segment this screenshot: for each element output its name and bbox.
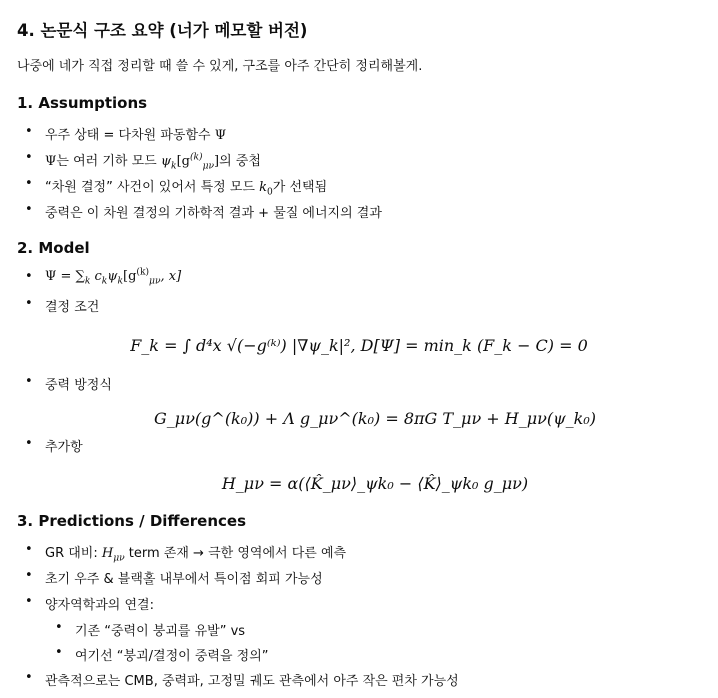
prediction-text: GR 대비:: [45, 546, 102, 561]
math-psi: Ψ: [214, 128, 227, 143]
predictions-heading: 3. Predictions / Differences: [17, 512, 246, 530]
prediction-subtext: 기존 “중력이 붕괴를 유발” vs: [75, 624, 246, 639]
math-wavefunction: $\Psi = \sum_k$ $c_k\psi_k[g^{(k)}_{\mu\nu}$, x]: [45, 267, 182, 287]
list-item: [25, 374, 112, 393]
list-item: [25, 124, 226, 143]
assumption-text: 중력은 이 차원 결정의 기하학적 결과 + 물질 에너지의 결과: [45, 206, 382, 221]
list-item: [25, 670, 459, 689]
assumption-text: 는 여러 기하 모드: [56, 154, 161, 169]
model-text: 중력 방정식: [45, 378, 112, 393]
model-text: 결정 조건: [45, 300, 100, 315]
assumption-text: 가 선택됨: [272, 180, 328, 195]
list-item: [25, 296, 99, 315]
equation-decision-condition: F_k = ∫ d⁴x √(−g⁽ᵏ⁾) |∇ψ_k|², D[Ψ] = min_k (F_k − C) = 0: [130, 336, 588, 355]
nested-list-item: [55, 620, 245, 639]
math-h-munu: $H_{\mu\nu}$: [101, 546, 125, 564]
prediction-text: term 존재 → 극한 영역에서 다른 예측: [124, 546, 347, 561]
assumption-text: “차원 결정” 사건이 있어서 특정 모드: [45, 180, 260, 195]
equation-additional-term: H_μν = α(⟨K̂_μν⟩_ψk₀ − ⟨K̂⟩_ψk₀ g_μν): [221, 474, 529, 493]
nested-list-item: [55, 645, 269, 664]
math-psi: Ψ: [45, 154, 57, 169]
prediction-subtext: 여기선 “붕괴/결정이 중력을 정의”: [75, 649, 269, 664]
list-item: [25, 267, 182, 287]
list-item: [25, 594, 154, 613]
model-text: 추가항: [45, 440, 83, 455]
list-item: [25, 568, 323, 587]
equation-gravity: G_μν(g^(k₀)) + Λ g_μν^(k₀) = 8πG T_μν + H_μν(ψ_k₀): [154, 409, 596, 428]
section-title: 4. 논문식 구조 요약 (너가 메모할 버전): [17, 21, 308, 40]
list-item: [25, 150, 261, 172]
list-item: [25, 542, 347, 564]
assumption-text: 의 중첩: [219, 154, 261, 169]
list-item: [25, 176, 328, 198]
prediction-text: 초기 우주 & 블랙홀 내부에서 특이점 회피 가능성: [45, 572, 323, 587]
list-item: [25, 202, 382, 221]
math-psi-k: $\psi_k[g^{(k)}_{\mu\nu}]$: [160, 152, 220, 172]
assumptions-heading: 1. Assumptions: [17, 94, 148, 112]
assumption-text: 우주 상태 = 다차원 파동함수: [45, 128, 215, 143]
intro-text: 나중에 네가 직접 정리할 때 쓸 수 있게, 구조를 아주 간단히 정리해볼게.: [17, 59, 423, 74]
model-heading: 2. Model: [17, 239, 90, 257]
list-item: [25, 436, 83, 455]
prediction-text: 관측적으로는 CMB, 중력파, 고정밀 궤도 관측에서 아주 작은 편차 가능성: [45, 674, 459, 689]
prediction-text: 양자역학과의 연결:: [45, 598, 154, 613]
math-k0: $k_0$: [259, 180, 273, 198]
